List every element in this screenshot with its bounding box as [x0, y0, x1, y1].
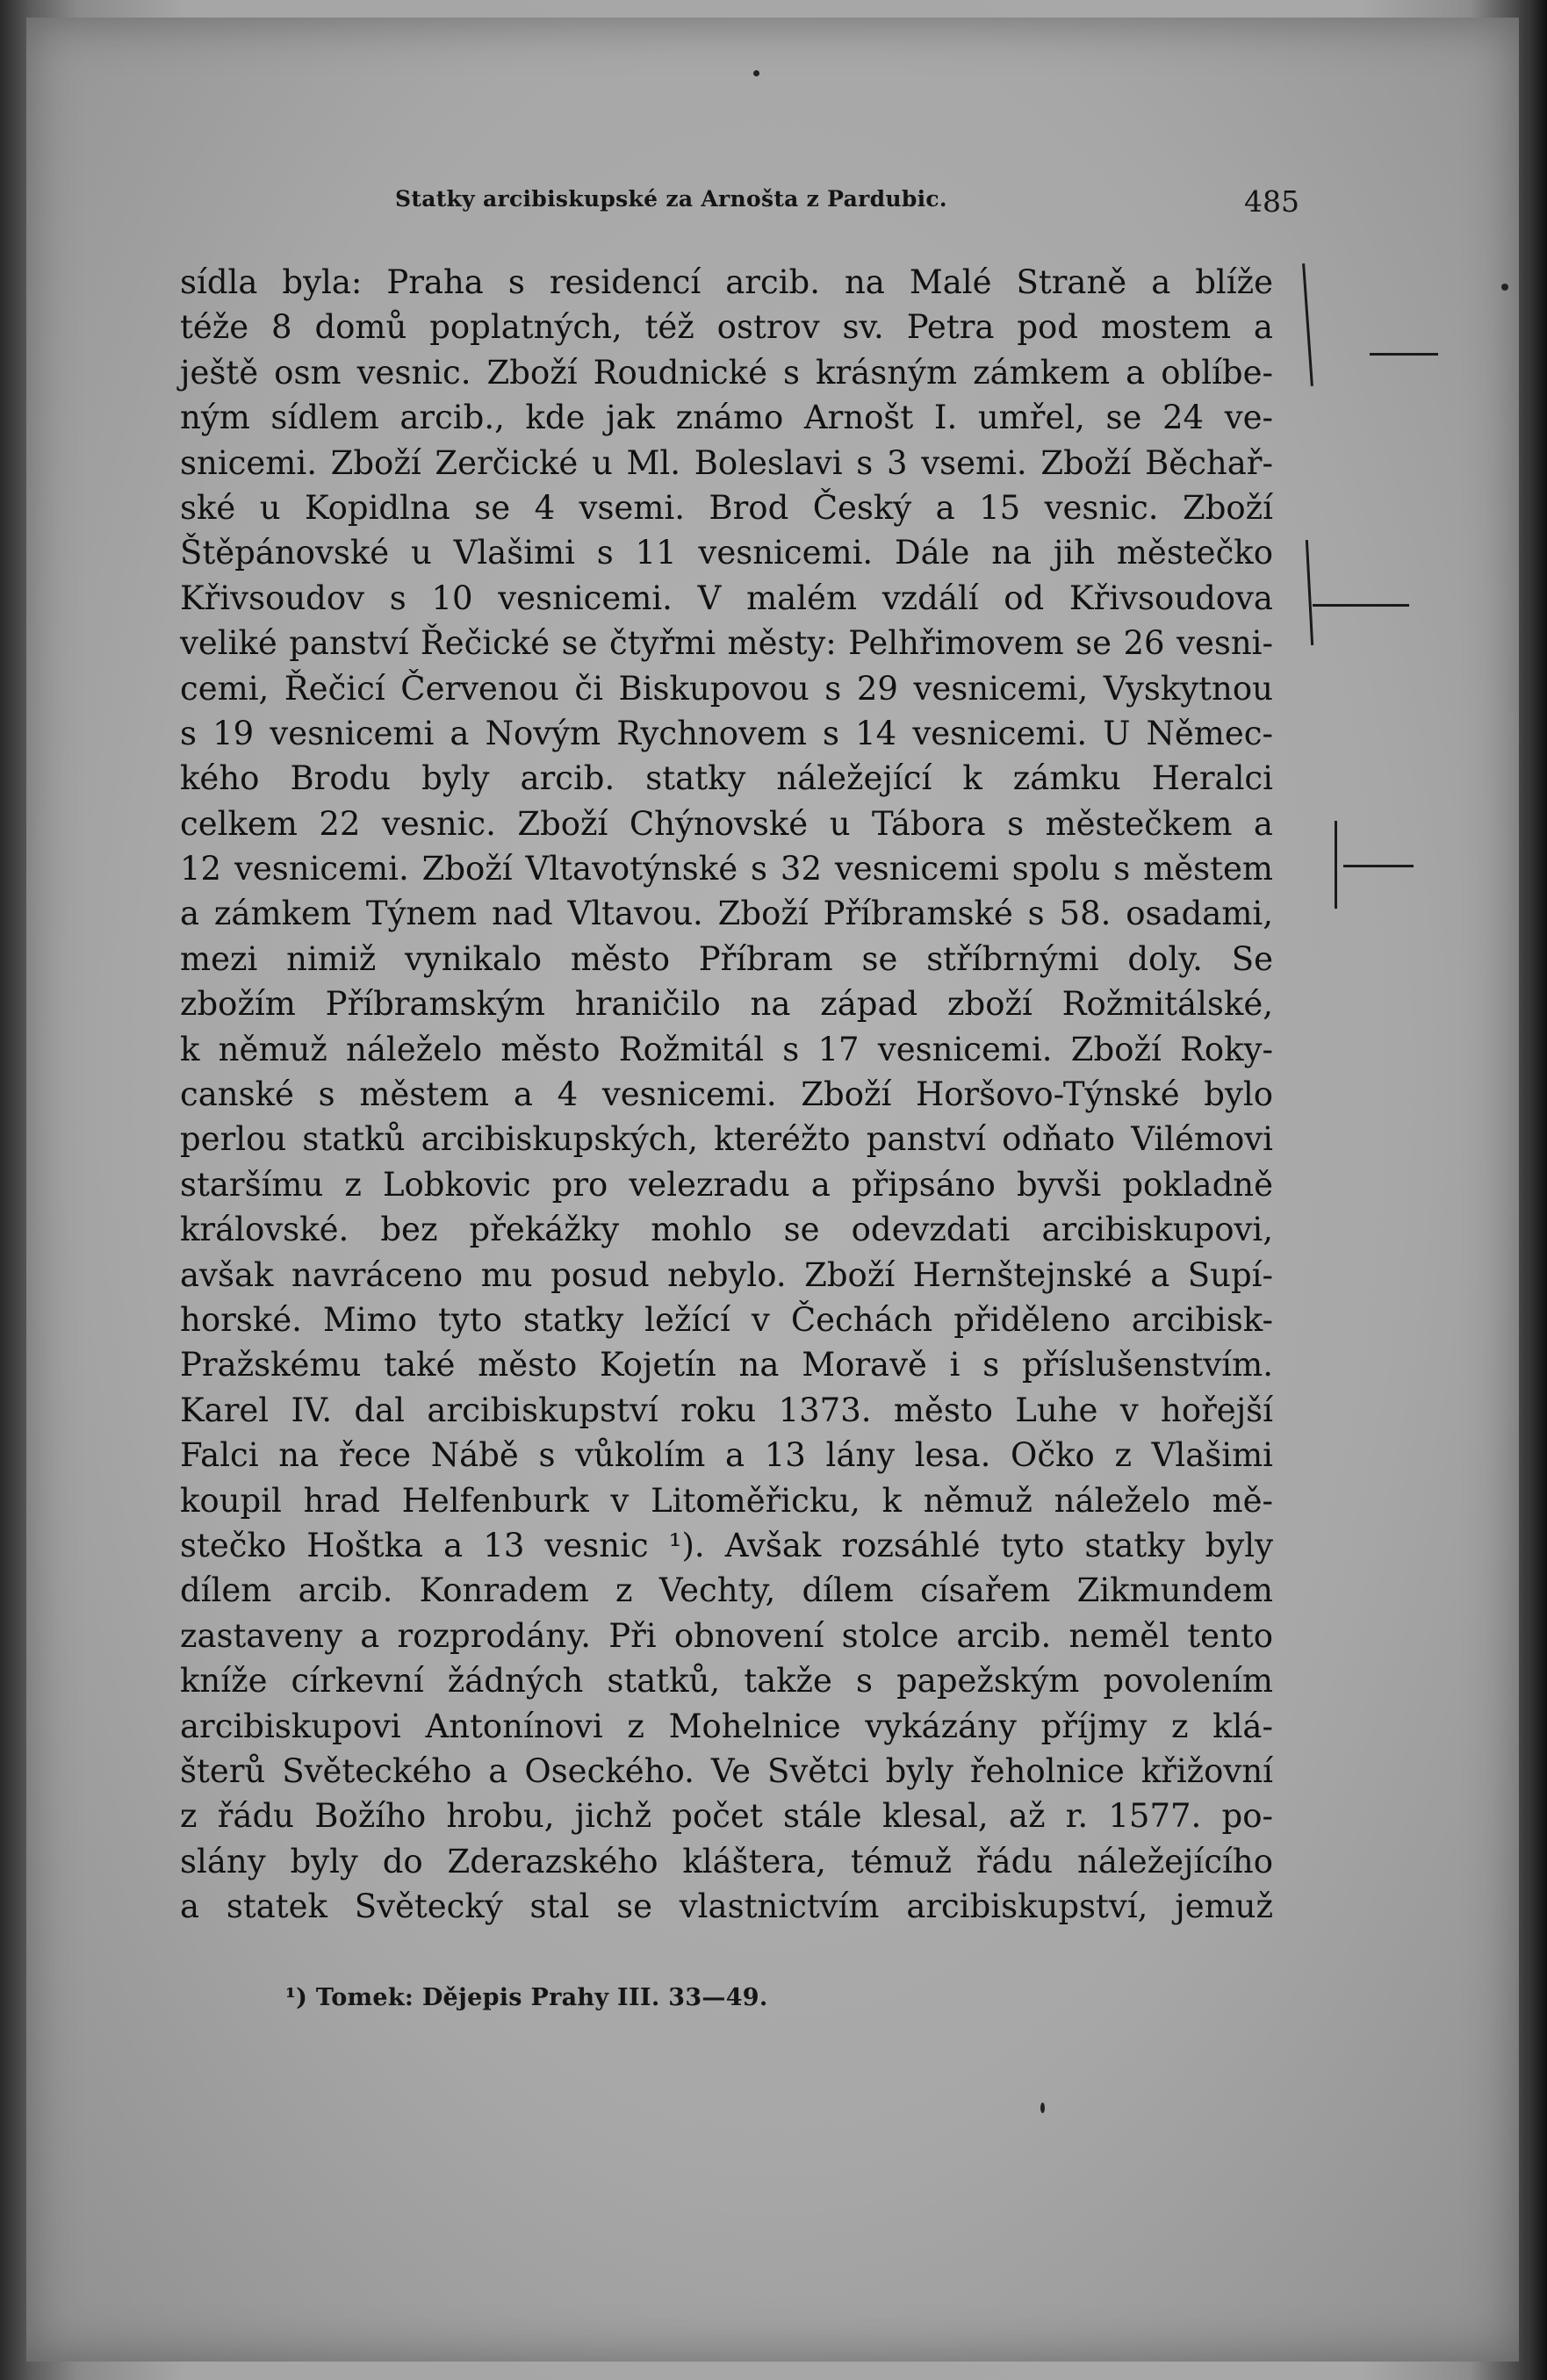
text-line: canské s městem a 4 vesnicemi. Zboží Horšovo-Týnské bylo [180, 1075, 1273, 1114]
text-line: téže 8 domů poplatných, též ostrov sv. Petra pod mostem a [180, 308, 1273, 347]
running-title: Statky arcibiskupské za Arnošta z Pardubic. [395, 186, 947, 212]
text-line: a statek Světecký stal se vlastnictvím arcibiskupství, jemuž [180, 1887, 1273, 1926]
text-line: avšak navráceno mu posud nebylo. Zboží Hernštejnské a Supí- [180, 1255, 1273, 1294]
text-line: kého Brodu byly arcib. statky náležející k zámku Heralci [180, 759, 1273, 798]
text-line: mezi nimiž vynikalo město Příbram se stříbrnými doly. Se [180, 939, 1273, 978]
text-line: snicemi. Zboží Zerčické u Ml. Boleslavi s 3 vsemi. Zboží Běchař- [180, 443, 1273, 482]
text-line: 12 vesnicemi. Zboží Vltavotýnské s 32 vesnicemi spolu s městem [180, 850, 1273, 888]
text-line: kníže církevní žádných statků, takže s papežským povolením [180, 1662, 1273, 1701]
text-line: královské. bez překážky mohlo se odevzdati arcibiskupovi, [180, 1211, 1273, 1249]
margin-mark [1370, 353, 1438, 356]
text-line: horské. Mimo tyto statky ležící v Čechách přiděleno arcibisk- [180, 1300, 1273, 1339]
text-line: ještě osm vesnic. Zboží Roudnické s krásným zámkem a oblíbe- [180, 353, 1273, 392]
margin-mark [1335, 821, 1337, 909]
text-line: celkem 22 vesnic. Zboží Chýnovské u Tábora s městečkem a [180, 804, 1273, 843]
text-line: stečko Hoštka a 13 vesnic ¹). Avšak rozsáhlé tyto statky byly [180, 1526, 1273, 1564]
film-speck [753, 70, 759, 76]
film-speck [1040, 2103, 1045, 2113]
text-line: cemi, Řečicí Červenou či Biskupovou s 29 vesnicemi, Vyskytnou [180, 669, 1273, 708]
text-line: Křivsoudov s 10 vesnicemi. V malém vzdálí od Křivsoudova [180, 579, 1273, 617]
text-line: Štěpánovské u Vlašimi s 11 vesnicemi. Dále na jih městečko [180, 534, 1273, 572]
text-line: šterů Světeckého a Oseckého. Ve Světci byly řeholnice křižovní [180, 1751, 1273, 1790]
margin-mark [1313, 604, 1409, 607]
text-line: Karel IV. dal arcibiskupství roku 1373. město Luhe v hořejší [180, 1391, 1273, 1429]
text-line: Falci na řece Nábě s vůkolím a 13 lány lesa. Očko z Vlašimi [180, 1436, 1273, 1475]
text-line: slány byly do Zderazského kláštera, témuž řádu náležejícího [180, 1842, 1273, 1880]
text-line: ným sídlem arcib., kde jak známo Arnošt I. umřel, se 24 ve- [180, 399, 1273, 437]
body-text [180, 260, 1273, 1929]
text-line: s 19 vesnicemi a Novým Rychnovem s 14 vesnicemi. U Němec- [180, 714, 1273, 752]
text-line: dílem arcib. Konradem z Vechty, dílem císařem Zikmundem [180, 1571, 1273, 1610]
page-number: 485 [1244, 184, 1299, 219]
text-line: a zámkem Týnem nad Vltavou. Zboží Příbramské s 58. osadami, [180, 895, 1273, 933]
text-line: sídla byla: Praha s residencí arcib. na Malé Straně a blíže [180, 263, 1273, 301]
page-header [395, 186, 1299, 230]
margin-mark [1343, 865, 1414, 867]
text-line: veliké panství Řečické se čtyřmi městy: Pelhřimovem se 26 vesni- [180, 624, 1273, 663]
text-line: Pražskému také město Kojetín na Moravě i s příslušenstvím. [180, 1346, 1273, 1384]
film-speck [1501, 284, 1508, 291]
footnote: ¹) Tomek: Dějepis Prahy III. 33—49. [285, 1984, 768, 2011]
text-line: ské u Kopidlna se 4 vsemi. Brod Český a 15 vesnic. Zboží [180, 488, 1273, 527]
text-line: arcibiskupovi Antonínovi z Mohelnice vykázány příjmy z klá- [180, 1707, 1273, 1745]
text-line: z řádu Božího hrobu, jichž počet stále klesal, až r. 1577. po- [180, 1797, 1273, 1836]
text-line: staršímu z Lobkovic pro velezradu a připsáno byvši pokladně [180, 1165, 1273, 1204]
text-line: zbožím Příbramským hraničilo na západ zboží Rožmitálské, [180, 985, 1273, 1024]
text-line: k němuž náleželo město Rožmitál s 17 vesnicemi. Zboží Roky- [180, 1030, 1273, 1068]
text-line: zastaveny a rozprodány. Při obnovení stolce arcib. neměl tento [180, 1616, 1273, 1655]
text-line: koupil hrad Helfenburk v Litoměřicku, k němuž náleželo mě- [180, 1481, 1273, 1520]
text-line: perlou statků arcibiskupských, kteréžto panství odňato Vilémovi [180, 1120, 1273, 1159]
film-edge [1528, 0, 1547, 2380]
